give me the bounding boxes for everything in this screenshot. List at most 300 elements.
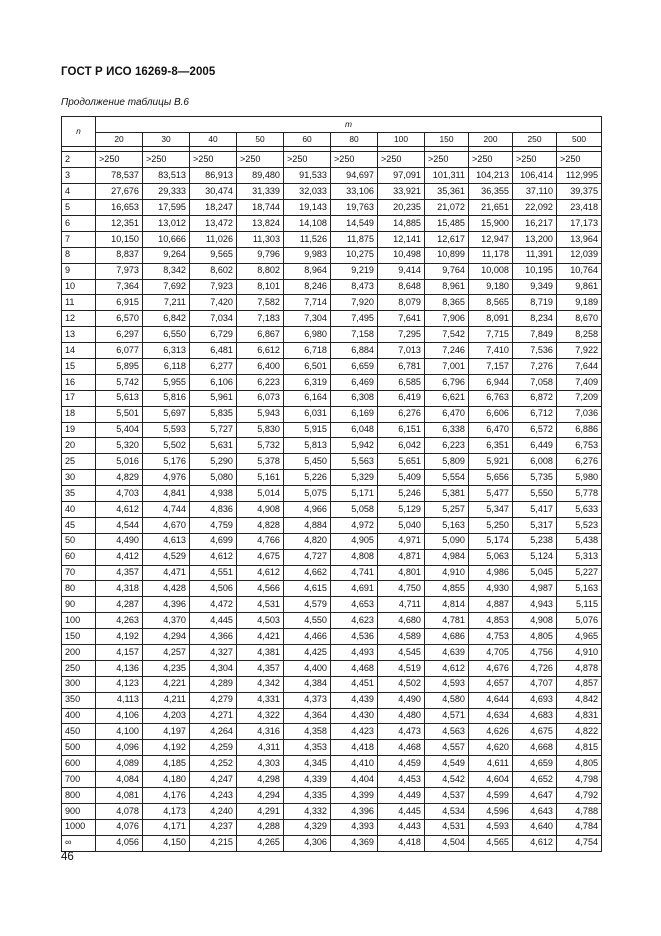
value-cell: 4,331 — [237, 692, 284, 708]
value-cell: 9,414 — [378, 263, 425, 279]
value-cell: 4,345 — [284, 756, 331, 772]
value-cell: 4,668 — [513, 740, 557, 756]
value-cell: 5,942 — [331, 438, 378, 454]
table-row — [62, 803, 602, 819]
column-header: 50 — [237, 132, 284, 147]
row-n-cell: 20 — [62, 438, 96, 454]
row-n-cell: 2 — [62, 152, 96, 168]
value-cell: 4,596 — [469, 803, 513, 819]
value-cell: 7,644 — [557, 358, 602, 374]
value-cell: 6,073 — [237, 390, 284, 406]
row-n-cell: 40 — [62, 501, 96, 517]
value-cell: 4,100 — [96, 724, 143, 740]
value-cell: 4,531 — [425, 819, 469, 835]
value-cell: 4,221 — [143, 676, 190, 692]
value-cell: 6,606 — [469, 406, 513, 422]
table-row — [62, 819, 602, 835]
value-cell: 4,662 — [284, 565, 331, 581]
value-cell: 4,815 — [557, 740, 602, 756]
value-cell: 4,192 — [96, 629, 143, 645]
value-cell: 11,391 — [513, 247, 557, 263]
value-cell: 4,808 — [331, 549, 378, 565]
value-cell: 4,306 — [284, 835, 331, 851]
value-cell: 8,091 — [469, 311, 513, 327]
value-cell: 4,604 — [469, 772, 513, 788]
value-cell: >250 — [331, 152, 378, 168]
value-cell: 5,523 — [557, 517, 602, 533]
value-cell: 4,652 — [513, 772, 557, 788]
value-cell: 7,209 — [557, 390, 602, 406]
value-cell: 4,504 — [425, 835, 469, 851]
row-n-cell: 13 — [62, 327, 96, 343]
value-cell: 4,571 — [425, 708, 469, 724]
value-cell: 5,381 — [425, 486, 469, 502]
value-cell: 4,908 — [513, 613, 557, 629]
value-cell: 8,234 — [513, 311, 557, 327]
value-cell: 8,101 — [237, 279, 284, 295]
value-cell: 4,643 — [513, 803, 557, 819]
value-cell: 4,215 — [190, 835, 237, 851]
value-cell: 4,384 — [284, 676, 331, 692]
value-cell: 6,915 — [96, 295, 143, 311]
table-row — [62, 215, 602, 231]
value-cell: 4,884 — [284, 517, 331, 533]
value-cell: 4,580 — [425, 692, 469, 708]
value-cell: 91,533 — [284, 168, 331, 184]
value-cell: 14,549 — [331, 215, 378, 231]
value-cell: 4,076 — [96, 819, 143, 835]
table-row — [62, 486, 602, 502]
value-cell: 4,453 — [378, 772, 425, 788]
value-cell: 4,235 — [143, 660, 190, 676]
value-cell: 4,176 — [143, 788, 190, 804]
table-row — [62, 358, 602, 374]
table-row — [62, 454, 602, 470]
row-n-cell: 70 — [62, 565, 96, 581]
value-cell: 5,895 — [96, 358, 143, 374]
value-cell: 4,531 — [237, 597, 284, 613]
value-cell: 4,291 — [237, 803, 284, 819]
value-cell: 4,480 — [378, 708, 425, 724]
value-cell: 4,393 — [331, 819, 378, 835]
value-cell: 7,973 — [96, 263, 143, 279]
value-cell: 7,922 — [557, 343, 602, 359]
row-n-cell: 5 — [62, 200, 96, 216]
value-cell: 5,163 — [557, 581, 602, 597]
row-n-cell: 900 — [62, 803, 96, 819]
value-cell: 6,164 — [284, 390, 331, 406]
column-header: 500 — [557, 132, 602, 147]
value-cell: 7,409 — [557, 374, 602, 390]
value-cell: 23,418 — [557, 200, 602, 216]
value-cell: 4,493 — [331, 645, 378, 661]
value-cell: 4,623 — [331, 613, 378, 629]
row-n-cell: 150 — [62, 629, 96, 645]
value-cell: 4,519 — [378, 660, 425, 676]
value-cell: 8,473 — [331, 279, 378, 295]
value-cell: 6,419 — [378, 390, 425, 406]
value-cell: 5,830 — [237, 422, 284, 438]
value-cell: 4,910 — [557, 645, 602, 661]
value-cell: 13,200 — [513, 231, 557, 247]
value-cell: 5,633 — [557, 501, 602, 517]
value-cell: 4,659 — [513, 756, 557, 772]
value-cell: 5,174 — [469, 533, 513, 549]
value-cell: 4,986 — [469, 565, 513, 581]
value-cell: 4,711 — [378, 597, 425, 613]
value-cell: 4,322 — [237, 708, 284, 724]
value-cell: 4,357 — [237, 660, 284, 676]
table-row — [62, 660, 602, 676]
value-cell: 4,157 — [96, 645, 143, 661]
value-cell: >250 — [469, 152, 513, 168]
value-cell: 8,802 — [237, 263, 284, 279]
value-cell: 4,686 — [425, 629, 469, 645]
value-cell: 4,529 — [143, 549, 190, 565]
value-cell: 5,501 — [96, 406, 143, 422]
column-header: 200 — [469, 132, 513, 147]
value-cell: 33,106 — [331, 184, 378, 200]
value-cell: 4,615 — [284, 581, 331, 597]
value-cell: 9,764 — [425, 263, 469, 279]
row-n-cell: 19 — [62, 422, 96, 438]
value-cell: 36,355 — [469, 184, 513, 200]
value-cell: 4,744 — [143, 501, 190, 517]
value-cell: 6,729 — [190, 327, 237, 343]
value-cell: 5,171 — [331, 486, 378, 502]
value-cell: 5,313 — [557, 549, 602, 565]
value-cell: 4,788 — [557, 803, 602, 819]
table-row — [62, 517, 602, 533]
value-cell: 31,339 — [237, 184, 284, 200]
value-cell: 13,472 — [190, 215, 237, 231]
value-cell: 6,501 — [284, 358, 331, 374]
value-cell: 5,921 — [469, 454, 513, 470]
value-cell: 4,430 — [331, 708, 378, 724]
value-cell: 4,753 — [469, 629, 513, 645]
value-cell: 30,474 — [190, 184, 237, 200]
value-cell: >250 — [425, 152, 469, 168]
value-cell: 4,342 — [237, 676, 284, 692]
value-cell: 112,995 — [557, 168, 602, 184]
table-row — [62, 549, 602, 565]
value-cell: 7,714 — [284, 295, 331, 311]
value-cell: 32,033 — [284, 184, 331, 200]
value-cell: 7,920 — [331, 295, 378, 311]
table-body — [62, 147, 602, 851]
value-cell: 4,842 — [557, 692, 602, 708]
value-cell: 4,439 — [331, 692, 378, 708]
value-cell: 33,921 — [378, 184, 425, 200]
value-cell: 11,026 — [190, 231, 237, 247]
data-table — [61, 116, 602, 852]
value-cell: 4,373 — [284, 692, 331, 708]
value-cell: 7,036 — [557, 406, 602, 422]
value-cell: >250 — [513, 152, 557, 168]
value-cell: 89,480 — [237, 168, 284, 184]
value-cell: 4,396 — [143, 597, 190, 613]
value-cell: 5,409 — [378, 470, 425, 486]
value-cell: >250 — [237, 152, 284, 168]
value-cell: 6,169 — [331, 406, 378, 422]
value-cell: 11,875 — [331, 231, 378, 247]
value-cell: 5,329 — [331, 470, 378, 486]
value-cell: 97,091 — [378, 168, 425, 184]
value-cell: 5,656 — [469, 470, 513, 486]
value-cell: 5,550 — [513, 486, 557, 502]
value-cell: 4,490 — [378, 692, 425, 708]
value-cell: 4,542 — [425, 772, 469, 788]
value-cell: 4,545 — [378, 645, 425, 661]
value-cell: 7,183 — [237, 311, 284, 327]
value-cell: 4,136 — [96, 660, 143, 676]
value-cell: 7,641 — [378, 311, 425, 327]
value-cell: 5,076 — [557, 613, 602, 629]
value-cell: 18,247 — [190, 200, 237, 216]
value-cell: 4,247 — [190, 772, 237, 788]
value-cell: 5,438 — [557, 533, 602, 549]
value-cell: 9,219 — [331, 263, 378, 279]
value-cell: 5,961 — [190, 390, 237, 406]
value-cell: 4,357 — [96, 565, 143, 581]
value-cell: 6,712 — [513, 406, 557, 422]
value-cell: 4,820 — [284, 533, 331, 549]
value-cell: 10,275 — [331, 247, 378, 263]
value-cell: 4,445 — [190, 613, 237, 629]
value-cell: 4,339 — [284, 772, 331, 788]
value-cell: 12,141 — [378, 231, 425, 247]
value-cell: 6,796 — [425, 374, 469, 390]
value-cell: 7,495 — [331, 311, 378, 327]
table-row — [62, 788, 602, 804]
value-cell: 6,872 — [513, 390, 557, 406]
value-cell: 4,550 — [284, 613, 331, 629]
value-cell: 7,692 — [143, 279, 190, 295]
value-cell: 6,612 — [237, 343, 284, 359]
value-cell: 7,410 — [469, 343, 513, 359]
value-cell: 4,750 — [378, 581, 425, 597]
value-cell: 4,640 — [513, 819, 557, 835]
value-cell: 4,316 — [237, 724, 284, 740]
value-cell: 6,077 — [96, 343, 143, 359]
value-cell: 4,841 — [143, 486, 190, 502]
value-cell: 4,123 — [96, 676, 143, 692]
value-cell: 4,551 — [190, 565, 237, 581]
column-header: 150 — [425, 132, 469, 147]
value-cell: 6,308 — [331, 390, 378, 406]
value-cell: 6,550 — [143, 327, 190, 343]
value-cell: 8,837 — [96, 247, 143, 263]
value-cell: 4,549 — [425, 756, 469, 772]
column-header: 20 — [96, 132, 143, 147]
value-cell: 4,612 — [513, 835, 557, 851]
value-cell: 37,110 — [513, 184, 557, 200]
value-cell: 7,849 — [513, 327, 557, 343]
value-cell: 7,034 — [190, 311, 237, 327]
value-cell: 5,593 — [143, 422, 190, 438]
value-cell: 12,947 — [469, 231, 513, 247]
value-cell: 4,421 — [237, 629, 284, 645]
value-cell: 94,697 — [331, 168, 378, 184]
table-row — [62, 676, 602, 692]
value-cell: 14,885 — [378, 215, 425, 231]
row-n-cell: 350 — [62, 692, 96, 708]
value-cell: 4,318 — [96, 581, 143, 597]
value-cell: 4,727 — [284, 549, 331, 565]
value-cell: 4,192 — [143, 740, 190, 756]
value-cell: 5,732 — [237, 438, 284, 454]
value-cell: 7,906 — [425, 311, 469, 327]
value-cell: 4,822 — [557, 724, 602, 740]
table-row — [62, 708, 602, 724]
table-row — [62, 343, 602, 359]
value-cell: 4,472 — [190, 597, 237, 613]
value-cell: 4,096 — [96, 740, 143, 756]
value-cell: 4,502 — [378, 676, 425, 692]
value-cell: 4,676 — [469, 660, 513, 676]
value-cell: 8,246 — [284, 279, 331, 295]
group-label-header: m — [96, 117, 602, 133]
value-cell: 9,861 — [557, 279, 602, 295]
value-cell: 10,666 — [143, 231, 190, 247]
value-cell: 4,404 — [331, 772, 378, 788]
row-n-cell: 200 — [62, 645, 96, 661]
value-cell: 4,726 — [513, 660, 557, 676]
value-cell: 8,079 — [378, 295, 425, 311]
table-row — [62, 470, 602, 486]
row-n-cell: 18 — [62, 406, 96, 422]
value-cell: 5,163 — [425, 517, 469, 533]
value-cell: >250 — [96, 152, 143, 168]
value-cell: 4,332 — [284, 803, 331, 819]
value-cell: 5,040 — [378, 517, 425, 533]
value-cell: 5,058 — [331, 501, 378, 517]
value-cell: 4,240 — [190, 803, 237, 819]
value-cell: 4,836 — [190, 501, 237, 517]
value-cell: 4,754 — [557, 835, 602, 851]
row-n-cell: 700 — [62, 772, 96, 788]
table-row — [62, 295, 602, 311]
value-cell: 16,653 — [96, 200, 143, 216]
value-cell: 8,648 — [378, 279, 425, 295]
value-cell: 4,078 — [96, 803, 143, 819]
row-n-cell: 9 — [62, 263, 96, 279]
value-cell: 5,317 — [513, 517, 557, 533]
value-cell: 10,899 — [425, 247, 469, 263]
table-row — [62, 740, 602, 756]
table-row — [62, 597, 602, 613]
column-header: 80 — [331, 132, 378, 147]
value-cell: 4,634 — [469, 708, 513, 724]
value-cell: 7,295 — [378, 327, 425, 343]
table-row — [62, 374, 602, 390]
value-cell: 7,304 — [284, 311, 331, 327]
page-number: 46 — [61, 851, 74, 863]
value-cell: 4,449 — [378, 788, 425, 804]
value-cell: 4,565 — [469, 835, 513, 851]
value-cell: 4,798 — [557, 772, 602, 788]
value-cell: 4,691 — [331, 581, 378, 597]
value-cell: 6,944 — [469, 374, 513, 390]
table-row — [62, 613, 602, 629]
value-cell: 5,176 — [143, 454, 190, 470]
value-cell: 106,414 — [513, 168, 557, 184]
value-cell: 6,884 — [331, 343, 378, 359]
value-cell: 8,342 — [143, 263, 190, 279]
table-row — [62, 835, 602, 851]
value-cell: 5,075 — [284, 486, 331, 502]
value-cell: 4,971 — [378, 533, 425, 549]
value-cell: 4,887 — [469, 597, 513, 613]
value-cell: 4,657 — [469, 676, 513, 692]
table-row — [62, 629, 602, 645]
row-n-cell: 6 — [62, 215, 96, 231]
value-cell: >250 — [378, 152, 425, 168]
value-cell: 7,276 — [513, 358, 557, 374]
value-cell: 6,400 — [237, 358, 284, 374]
value-cell: 4,878 — [557, 660, 602, 676]
value-cell: 4,589 — [378, 629, 425, 645]
row-n-cell: 450 — [62, 724, 96, 740]
value-cell: 4,966 — [284, 501, 331, 517]
value-cell: 4,288 — [237, 819, 284, 835]
value-cell: 17,595 — [143, 200, 190, 216]
value-cell: 7,058 — [513, 374, 557, 390]
value-cell: 9,180 — [469, 279, 513, 295]
value-cell: 6,297 — [96, 327, 143, 343]
value-cell: 6,313 — [143, 343, 190, 359]
value-cell: 4,707 — [513, 676, 557, 692]
table-row — [62, 756, 602, 772]
row-n-cell: 3 — [62, 168, 96, 184]
value-cell: 4,653 — [331, 597, 378, 613]
value-cell: 6,481 — [190, 343, 237, 359]
value-cell: 4,353 — [284, 740, 331, 756]
value-cell: 4,410 — [331, 756, 378, 772]
value-cell: 4,930 — [469, 581, 513, 597]
value-cell: 6,659 — [331, 358, 378, 374]
value-cell: 4,766 — [237, 533, 284, 549]
value-cell: 4,303 — [237, 756, 284, 772]
value-cell: 4,620 — [469, 740, 513, 756]
value-cell: 27,676 — [96, 184, 143, 200]
value-cell: 4,298 — [237, 772, 284, 788]
row-n-cell: 7 — [62, 231, 96, 247]
value-cell: 4,938 — [190, 486, 237, 502]
value-cell: 5,980 — [557, 470, 602, 486]
value-cell: 4,675 — [237, 549, 284, 565]
value-cell: 4,150 — [143, 835, 190, 851]
value-cell: 8,670 — [557, 311, 602, 327]
value-cell: 6,338 — [425, 422, 469, 438]
value-cell: 5,129 — [378, 501, 425, 517]
value-cell: 4,443 — [378, 819, 425, 835]
value-cell: 4,699 — [190, 533, 237, 549]
value-cell: 4,506 — [190, 581, 237, 597]
row-n-cell: 8 — [62, 247, 96, 263]
value-cell: 4,252 — [190, 756, 237, 772]
value-cell: 5,014 — [237, 486, 284, 502]
value-cell: 4,683 — [513, 708, 557, 724]
value-cell: 4,423 — [331, 724, 378, 740]
value-cell: 4,056 — [96, 835, 143, 851]
value-cell: 10,195 — [513, 263, 557, 279]
value-cell: 4,759 — [190, 517, 237, 533]
table-row — [62, 184, 602, 200]
value-cell: 4,792 — [557, 788, 602, 804]
row-n-cell: 12 — [62, 311, 96, 327]
value-cell: 6,008 — [513, 454, 557, 470]
